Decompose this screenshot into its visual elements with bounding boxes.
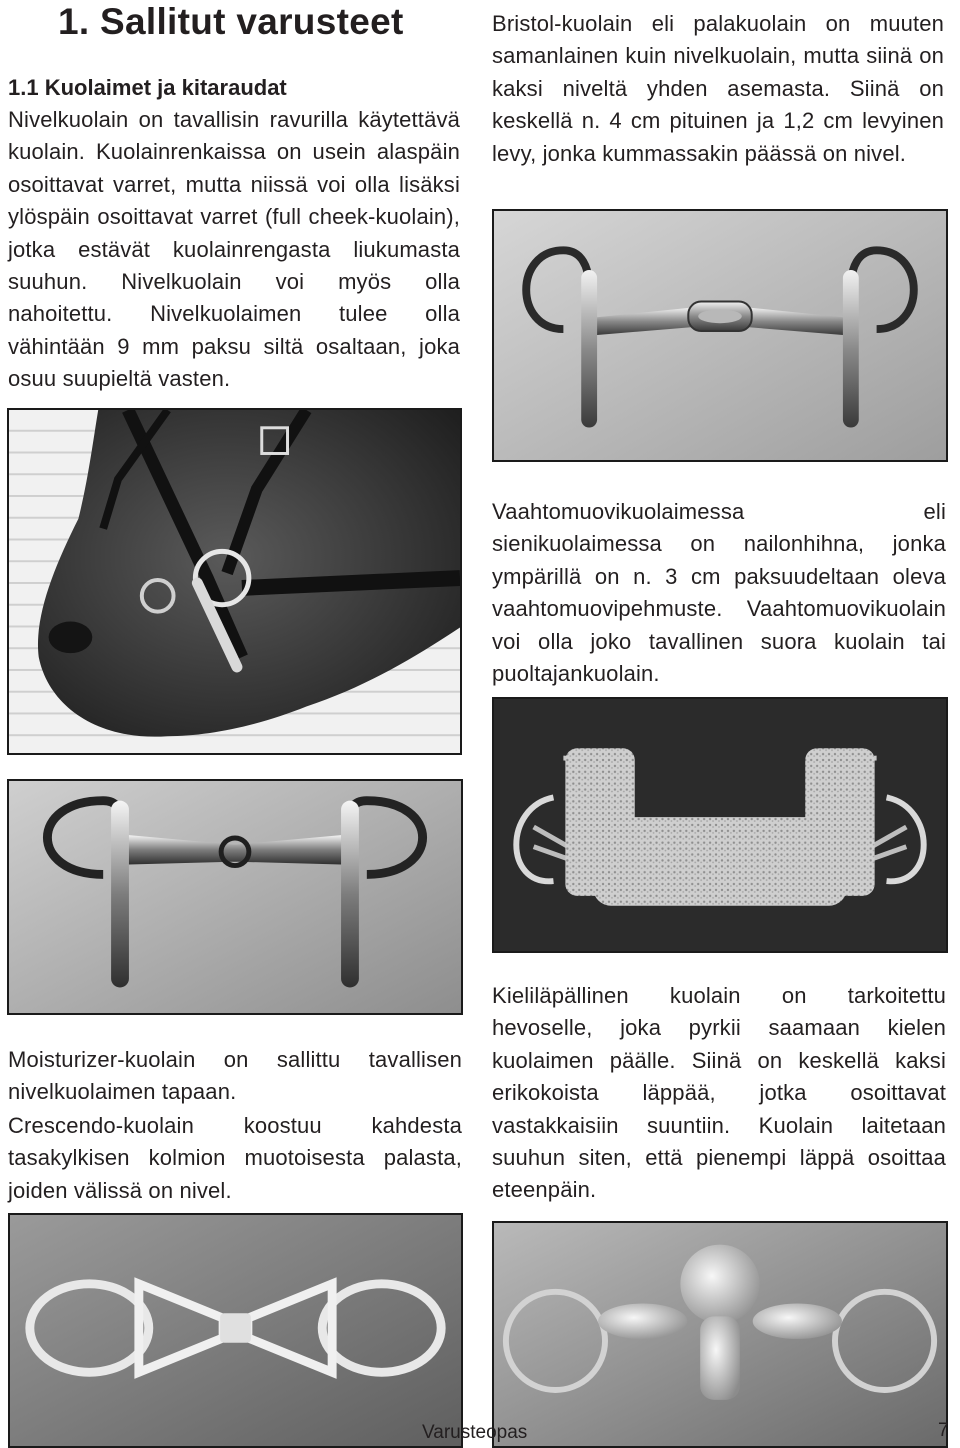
- paragraph-moisturizer: Moisturizer-kuolain on sallittu tavallisen nivelkuolaimen tapaan.: [8, 1047, 462, 1105]
- paragraph-kielilappa: Kieliläpällinen kuolain on tarkoitettu hevoselle, joka pyrkii saamaan kielen kuolaimen päälle. Siinä on keskellä kaksi erikokoista läppää, jotka osoittavat vastakkaisiin suuntiin. Kuolain laitetaan suuhun siten, että pienempi läppä osoittaa eteenpäin.: [492, 983, 946, 1203]
- horse-head-photo: [7, 408, 462, 755]
- bristol-bit-photo: [492, 209, 948, 462]
- section-subheading: 1.1 Kuolaimet ja kitaraudat: [8, 75, 287, 100]
- paragraph-crescendo: Crescendo-kuolain koostuu kahdesta tasakylkisen kolmion muotoisesta palasta, joiden välissä on nivel.: [8, 1113, 462, 1203]
- full-cheek-bit-photo: [7, 779, 463, 1015]
- page-number: 7: [938, 1420, 949, 1441]
- footer-label: Varusteopas: [422, 1422, 528, 1443]
- paragraph-bristol: Bristol-kuolain eli palakuolain on muuten samanlainen kuin nivelkuolain, mutta siinä on kaksi niveltä yhden asemasta. Siinä on keskellä n. 4 cm pituinen ja 1,2 cm levyinen levy, jonka kummassakin päässä on nivel.: [492, 11, 944, 166]
- tongue-flap-bit-photo: [492, 1221, 948, 1448]
- page-title: 1. Sallitut varusteet: [58, 1, 404, 42]
- foam-bit-photo: [492, 697, 948, 953]
- crescendo-bit-photo: [8, 1213, 463, 1448]
- paragraph-vaahtomuovi: Vaahtomuovikuolaimessa eli sienikuolaimessa on nailonhihna, jonka ympärillä on n. 3 cm paksuudeltaan oleva vaahtomuovipehmuste. Vaahtomuovikuolain voi olla joko tavallinen suora kuolain tai puoltajankuolain.: [492, 499, 946, 687]
- paragraph-nivelkuolain: Nivelkuolain on tavallisin ravurilla käytettävä kuolain. Kuolainrenkaissa on usein alaspäin osoittavat varret, mutta niissä voi olla lisäksi ylöspäin osoittavat varret (full cheek-kuolain), jotka estävät kuolainrengasta liukumasta suuhun. Nivelkuolain voi myös olla nahoitettu. Nivelkuolaimen tulee olla vähintään 9 mm paksu siltä osaltaan, joka osuu suupieltä vasten.: [8, 107, 460, 392]
